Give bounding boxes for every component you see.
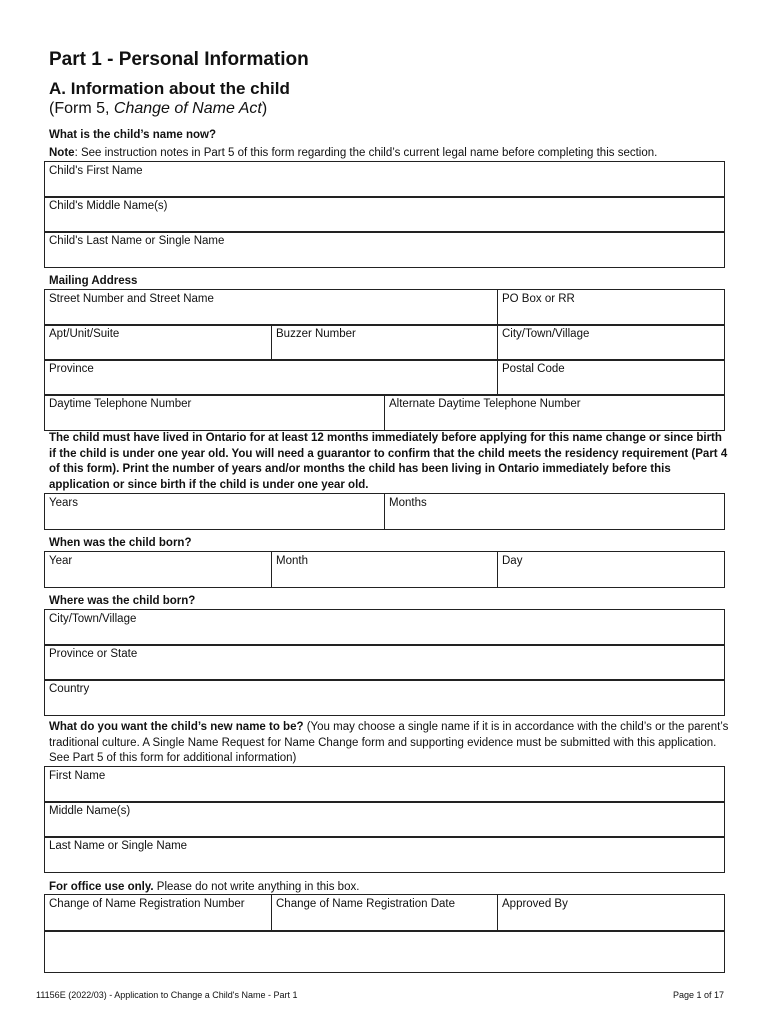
form-ref-act: Change of Name Act — [113, 100, 262, 117]
birth-day-field[interactable] — [497, 551, 725, 588]
current-name-note — [49, 146, 729, 162]
born-when-question: When was the child born? — [49, 537, 192, 549]
new-last-name-row — [44, 837, 725, 873]
footer-page-number: Page 1 of 17 — [672, 990, 724, 1000]
birth-country-field[interactable] — [44, 679, 725, 716]
alt-phone-field[interactable] — [384, 394, 725, 431]
field-label: Approved By — [502, 898, 568, 910]
field-label: Street Number and Street Name — [49, 293, 214, 305]
field-label: Province — [49, 363, 94, 375]
form-ref-suffix: ) — [261, 100, 268, 117]
postal-code-field[interactable] — [497, 359, 725, 396]
province-field[interactable] — [44, 359, 498, 396]
field-label: Daytime Telephone Number — [49, 398, 192, 410]
field-label: Last Name or Single Name — [49, 840, 188, 852]
residency-instructions: The child must have lived in Ontario for at least 12 months immediately before applying for this name change or since birth if the child is under one year old. You will need a guarantor to confirm that the child meets the residency requirement (Part 4 of this form). Print the number of years and/or months the child has been living in Ontario immediately before this application or since birth if the child is under one year old. — [49, 432, 728, 491]
new-first-name-row — [44, 767, 725, 803]
field-label: First Name — [49, 770, 106, 782]
new-name-question-bold: What do you want the child’s new name to be? — [49, 721, 304, 733]
office-use-instruction: Please do not write anything in this box. — [153, 881, 360, 893]
new-middle-name-row — [44, 802, 725, 838]
current-middle-name-field[interactable] — [44, 196, 725, 233]
field-label: Child's Middle Name(s) — [49, 200, 168, 212]
field-label: Child's Last Name or Single Name — [49, 235, 225, 247]
part-title: Part 1 - Personal Information — [49, 49, 309, 70]
note-text: : See instruction notes in Part 5 of this form regarding the child’s current legal name before completing this section. — [74, 147, 658, 159]
form-reference — [49, 100, 267, 118]
new-last-name-field[interactable] — [44, 836, 725, 873]
field-label: Day — [502, 555, 523, 567]
field-label: Change of Name Registration Number — [49, 898, 245, 910]
po-box-field[interactable] — [497, 289, 725, 326]
mailing-address-heading: Mailing Address — [49, 275, 138, 287]
office-use-bold: For office use only. — [49, 881, 154, 893]
footer-form-id: 11156E (2022/03) - Application to Change a Child's Name - Part 1 — [36, 990, 298, 1000]
current-first-name-field[interactable] — [44, 161, 725, 198]
current-name-question: What is the child’s name now? — [49, 129, 216, 141]
field-label: City/Town/Village — [502, 328, 590, 340]
current-first-name-row — [44, 162, 725, 198]
apt-field[interactable] — [44, 324, 272, 361]
registration-number-field — [44, 894, 272, 932]
birth-province-row — [44, 645, 725, 681]
form-ref-prefix: (Form 5, — [49, 100, 114, 117]
field-label: Month — [276, 555, 308, 567]
buzzer-field[interactable] — [271, 324, 498, 361]
born-where-question: Where was the child born? — [49, 595, 196, 607]
mailing-row-4 — [44, 395, 725, 431]
field-label: Months — [389, 497, 427, 509]
birth-city-row — [44, 610, 725, 646]
mailing-row-3 — [44, 360, 725, 396]
field-label: Province or State — [49, 648, 138, 660]
field-label: Change of Name Registration Date — [276, 898, 455, 910]
new-middle-name-field[interactable] — [44, 801, 725, 838]
birth-date-row — [44, 552, 725, 588]
field-label: Apt/Unit/Suite — [49, 328, 120, 340]
birth-city-field[interactable] — [44, 609, 725, 646]
field-label: City/Town/Village — [49, 613, 137, 625]
mailing-city-field[interactable] — [497, 324, 725, 361]
birth-country-row — [44, 680, 725, 716]
years-field[interactable] — [44, 493, 385, 530]
field-label: Buzzer Number — [276, 328, 356, 340]
approved-by-field — [497, 894, 725, 932]
field-label: Year — [49, 555, 73, 567]
office-row-2 — [44, 931, 725, 973]
birth-province-field[interactable] — [44, 644, 725, 681]
street-field[interactable] — [44, 289, 498, 326]
registration-date-field — [271, 894, 498, 932]
new-first-name-field[interactable] — [44, 766, 725, 803]
new-name-explanation: (You may choose a single name if it is in accordance with the child’s or the parent’s traditional culture. A Single Name Request for Name Change form and supporting evidence must be submitted with this application. See Part 5 of this form for additional information) — [49, 721, 729, 764]
mailing-row-2 — [44, 325, 725, 361]
mailing-row-1 — [44, 290, 725, 326]
current-last-name-field[interactable] — [44, 231, 725, 268]
residency-row — [44, 494, 725, 530]
section-title: A. Information about the child — [49, 79, 290, 98]
field-label: Years — [49, 497, 78, 509]
field-label: Middle Name(s) — [49, 805, 131, 817]
current-last-name-row — [44, 232, 725, 268]
field-label: PO Box or RR — [502, 293, 575, 305]
field-label: Child's First Name — [49, 165, 143, 177]
birth-year-field[interactable] — [44, 551, 272, 588]
daytime-phone-field[interactable] — [44, 394, 385, 431]
months-field[interactable] — [384, 493, 725, 530]
current-middle-name-row — [44, 197, 725, 233]
birth-month-field[interactable] — [271, 551, 498, 588]
new-name-question — [49, 720, 729, 767]
field-label: Country — [49, 683, 90, 695]
field-label: Alternate Daytime Telephone Number — [389, 398, 581, 410]
office-row-1 — [44, 895, 725, 932]
field-label: Postal Code — [502, 363, 565, 375]
note-label: Note — [49, 147, 75, 159]
office-blank-area — [44, 930, 725, 973]
